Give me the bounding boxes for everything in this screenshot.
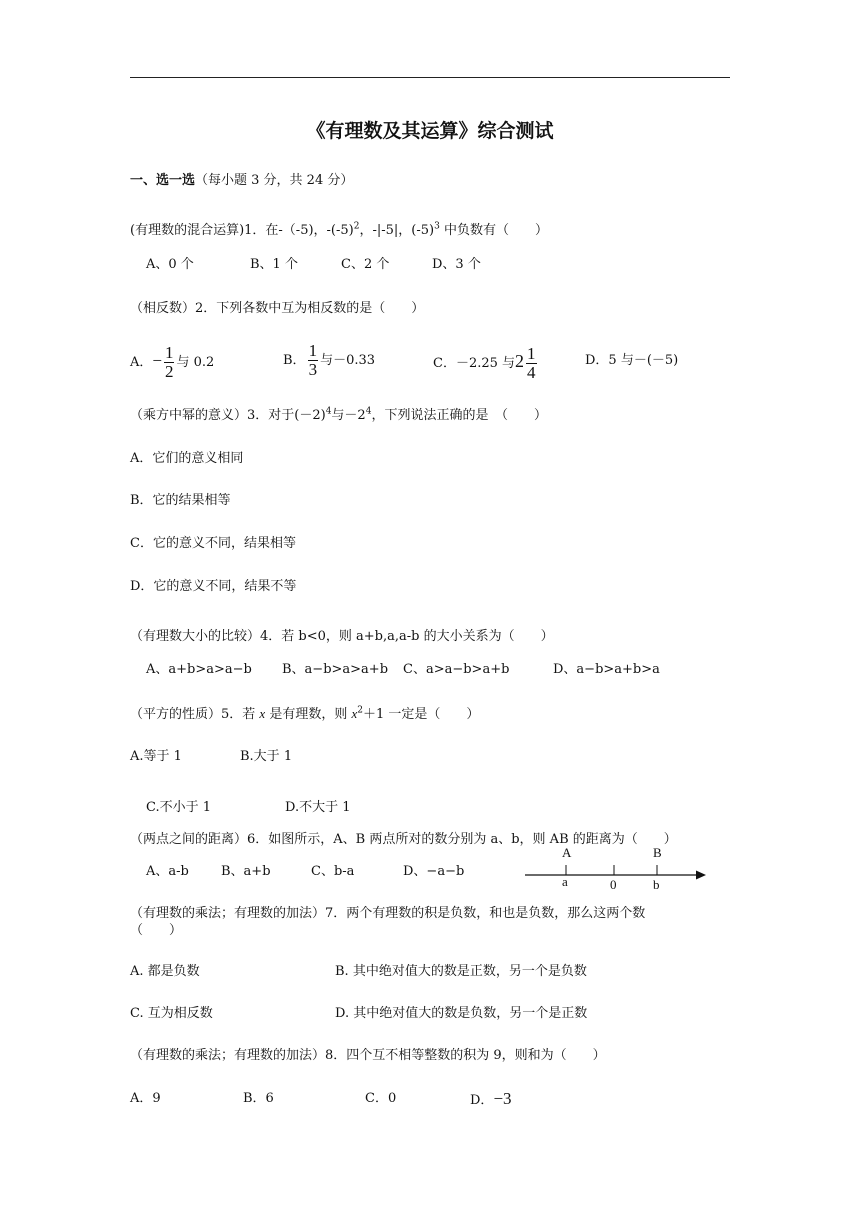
q1-text3: 中负数有（ ） <box>439 223 548 238</box>
q7-option-c[interactable]: C. 互为相反数 <box>130 1006 213 1021</box>
q3-option-b[interactable]: B．它的结果相等 <box>130 493 231 508</box>
q1-text2: ，-|-5|，(-5) <box>359 223 435 238</box>
question-3 <box>130 407 547 425</box>
question-4: （有理数大小的比较）4．若 b<0，则 a+b,a,a-b 的大小关系为（ ） <box>130 629 554 644</box>
q8-option-d-label: D． <box>470 1093 494 1108</box>
q5-option-b[interactable]: B.大于 1 <box>240 749 293 764</box>
question-2: （相反数）2．下列各数中互为相反数的是（ ） <box>130 301 425 316</box>
q3-sup1: 4 <box>325 406 332 417</box>
top-rule <box>130 77 730 78</box>
q8-option-a[interactable]: A．9 <box>130 1091 161 1106</box>
q3-sup2: 4 <box>365 406 372 417</box>
q5-var: x <box>259 706 266 721</box>
q2-c-num: 1 <box>527 344 536 363</box>
q5-option-d[interactable]: D.不大于 1 <box>285 800 351 815</box>
q5-option-a[interactable]: A.等于 1 <box>130 749 182 764</box>
q3-option-a[interactable]: A．它们的意义相同 <box>130 451 244 466</box>
q6-option-d[interactable]: D、−a−b <box>403 864 465 879</box>
q7-option-b[interactable]: B. 其中绝对值大的数是正数，另一个是负数 <box>335 964 587 979</box>
q1-sup2: 3 <box>434 221 440 232</box>
q8-option-c[interactable]: C．0 <box>365 1091 397 1106</box>
question-8: （有理数的乘法；有理数的加法）8．四个互不相等整数的积为 9，则和为（ ） <box>130 1048 606 1063</box>
section-heading-label: 一、选一选 <box>130 173 196 188</box>
q2-b-num: 1 <box>308 341 318 360</box>
question-5 <box>130 705 479 724</box>
q5-sup: 2 <box>357 705 363 716</box>
q6-option-c[interactable]: C、b-a <box>311 864 355 879</box>
q2-a-num: 1 <box>164 343 174 362</box>
q3-text: （乘方中幂的意义）3．对于(－2) <box>130 408 326 423</box>
value-a-label: a <box>562 874 568 889</box>
q4-option-a[interactable]: A、a+b>a>a−b <box>146 662 252 677</box>
q2-c-den: 4 <box>527 363 536 382</box>
q5-text3: ＋1 一定是（ ） <box>362 707 480 722</box>
q1-text: (有理数的混合运算)1．在-（-5)，-(-5) <box>130 223 354 238</box>
q5-var2: x <box>351 706 358 721</box>
q3-text2: 与－2 <box>331 408 366 423</box>
q3-option-c[interactable]: C．它的意义不同，结果相等 <box>130 536 296 551</box>
q1-option-b[interactable]: B、1 个 <box>250 257 298 272</box>
q5-text2: 是有理数，则 <box>265 707 352 722</box>
q4-option-b[interactable]: B、a−b>a>a+b <box>282 662 389 677</box>
q2-a-label: A． <box>130 355 153 370</box>
question-6: （两点之间的距离）6．如图所示，A、B 两点所对的数分别为 a、b，则 AB 的距离为（ ） <box>130 832 677 847</box>
q4-option-c[interactable]: C、a>a−b>a+b <box>403 662 510 677</box>
q2-option-a[interactable] <box>130 340 214 384</box>
q1-option-d[interactable]: D、3 个 <box>432 257 481 272</box>
value-zero-label: 0 <box>610 877 617 892</box>
q3-text3: ，下列说法正确的是 （ ） <box>371 408 547 423</box>
q1-option-a[interactable]: A、0 个 <box>146 257 194 272</box>
q2-a-rest: 与 0.2 <box>176 355 215 370</box>
q2-a-fraction <box>164 344 175 381</box>
section-heading-note: （每小题 3 分，共 24 分） <box>195 173 354 188</box>
q5-option-c[interactable]: C.不小于 1 <box>146 800 212 815</box>
q2-b-fraction <box>308 342 319 379</box>
value-b-label: b <box>653 877 660 892</box>
q2-a-den: 2 <box>164 362 174 381</box>
q2-b-rest: 与－0.33 <box>320 353 376 368</box>
question-1 <box>130 222 548 240</box>
q3-option-d[interactable]: D．它的意义不同，结果不等 <box>130 579 297 594</box>
q2-b-den: 3 <box>308 360 318 379</box>
q2-option-c[interactable] <box>433 340 539 385</box>
q5-text1: （平方的性质）5．若 <box>130 707 260 722</box>
q2-option-b[interactable] <box>283 340 375 382</box>
q2-c-fraction <box>526 345 537 382</box>
number-line-arrow-icon <box>696 871 706 880</box>
q7-option-a[interactable]: A. 都是负数 <box>130 964 200 979</box>
point-a-label: A <box>562 845 572 860</box>
question-7: （有理数的乘法；有理数的加法）7．两个有理数的积是负数，和也是负数，那么这两个数 <box>130 906 646 921</box>
q2-c-label: C．－2.25 与 <box>433 356 516 371</box>
point-b-label: B <box>653 845 662 860</box>
q6-option-a[interactable]: A、a-b <box>146 864 189 879</box>
q8-option-b[interactable]: B．6 <box>243 1091 274 1106</box>
q7-option-d[interactable]: D. 其中绝对值大的数是负数，另一个是正数 <box>335 1006 588 1021</box>
q2-c-whole: 2 <box>515 351 525 371</box>
q4-option-d[interactable]: D、a−b>a+b>a <box>553 662 660 677</box>
page-title: 《有理数及其运算》综合测试 <box>306 120 554 142</box>
q1-option-c[interactable]: C、2 个 <box>341 257 390 272</box>
q2-option-d[interactable]: D．5 与－(－5) <box>585 353 679 368</box>
section-heading <box>130 172 353 190</box>
question-7-cont: （ ） <box>130 923 183 938</box>
q2-a-minus: − <box>152 351 162 370</box>
q6-option-b[interactable]: B、a+b <box>221 864 271 879</box>
q2-b-label: B． <box>283 353 306 368</box>
q8-option-d-value: −3 <box>493 1089 512 1108</box>
q8-option-d[interactable] <box>470 1090 512 1110</box>
q1-sup1: 2 <box>353 221 360 232</box>
